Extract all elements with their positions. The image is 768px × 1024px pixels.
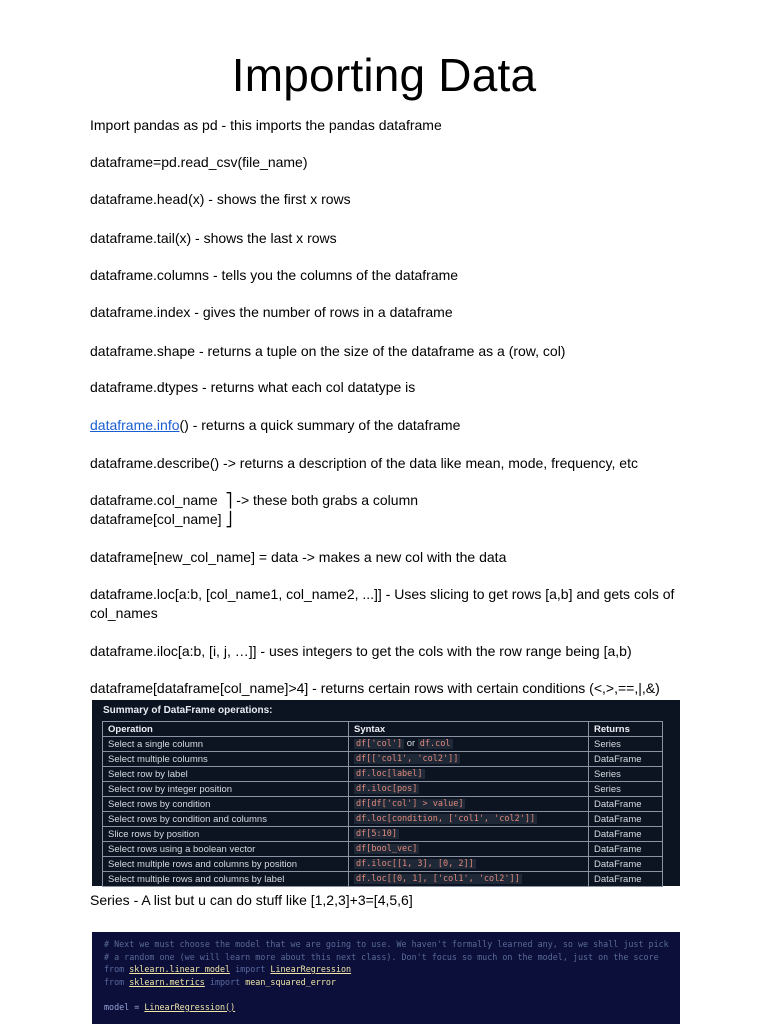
syntax-code: df.col (419, 739, 451, 749)
note-info (90, 416, 680, 435)
syntax-cell (349, 752, 589, 767)
operation-cell: Select multiple columns (103, 752, 349, 767)
returns-cell: Series (589, 737, 663, 752)
table-row (103, 812, 663, 827)
note-read-csv: dataframe=pd.read_csv(file_name) (90, 154, 308, 170)
syntax-code: df.iloc[[1, 3], [0, 2]] (356, 859, 474, 869)
summary-header-row (103, 722, 663, 737)
header-operation: Operation (103, 722, 349, 737)
note-head: dataframe.head(x) - shows the first x rows (90, 191, 351, 207)
summary-table (102, 721, 663, 887)
syntax-cell (349, 872, 589, 887)
code-module: sklearn.linear_model (129, 964, 231, 974)
syntax-cell (349, 857, 589, 872)
syntax-cell (349, 782, 589, 797)
operation-cell: Select a single column (103, 737, 349, 752)
returns-cell: DataFrame (589, 812, 663, 827)
code-function: mean_squared_error (245, 976, 336, 987)
note-info-text: () - returns a quick summary of the dataframe (179, 417, 461, 433)
syntax-cell (349, 842, 589, 857)
syntax-cell (349, 797, 589, 812)
code-module: sklearn.metrics (129, 976, 205, 987)
code-comment-line: # a random one (we will learn more about this next class). Don't focus so much on the model, just on the score (104, 951, 659, 962)
note-shape: dataframe.shape - returns a tuple on the size of the dataframe as a (row, col) (90, 343, 566, 359)
code-comment-line: # Next we must choose the model that we are going to use. We haven't formally learned any, so we shall just pick (104, 939, 669, 949)
note-dtypes: dataframe.dtypes - returns what each col datatype is (90, 379, 416, 395)
dataframe-operations-summary-image (92, 700, 680, 886)
page-title: Importing Data (231, 49, 537, 101)
note-loc: dataframe.loc[a:b, [col_name1, col_name2, ...]] - Uses slicing to get rows [a,b] and gets cols of col_names (90, 586, 679, 621)
code-class: LinearRegression (270, 964, 352, 974)
syntax-or: or (406, 738, 416, 749)
returns-cell: DataFrame (589, 797, 663, 812)
table-row (103, 782, 663, 797)
code-assign-line (104, 1001, 668, 1014)
syntax-code: df.loc[condition, ['col1', 'col2']] (356, 814, 536, 824)
operation-cell: Select multiple rows and columns by label (103, 872, 349, 887)
syntax-cell (349, 827, 589, 842)
syntax-code: df[5:10] (356, 829, 397, 839)
header-returns: Returns (589, 722, 663, 737)
syntax-cell (349, 737, 589, 752)
summary-title: Summary of DataFrame operations: (103, 705, 273, 716)
table-row (103, 857, 663, 872)
table-row (103, 842, 663, 857)
returns-cell: DataFrame (589, 752, 663, 767)
returns-cell: Series (589, 782, 663, 797)
operation-cell: Select rows by condition and columns (103, 812, 349, 827)
code-keyword: import (235, 964, 266, 974)
returns-cell: DataFrame (589, 857, 663, 872)
operation-cell: Select multiple rows and columns by position (103, 857, 349, 872)
syntax-code: df[df['col'] > value] (356, 799, 464, 809)
syntax-cell (349, 812, 589, 827)
returns-cell: Series (589, 767, 663, 782)
code-keyword: from (104, 976, 125, 987)
code-call: LinearRegression() (144, 1001, 236, 1012)
note-condition: dataframe[dataframe[col_name]>4] - returns certain rows with certain conditions (<,>,==,|,&) (90, 680, 660, 696)
code-snippet-image (92, 932, 680, 1024)
syntax-code: df.iloc[pos] (356, 784, 418, 794)
syntax-code: df.loc[label] (356, 769, 423, 779)
code-keyword: from (104, 964, 125, 974)
note-describe: dataframe.describe() -> returns a description of the data like mean, mode, frequency, etc (90, 455, 638, 471)
code-import-line (104, 963, 668, 976)
syntax-code: df['col'] (356, 739, 403, 749)
note-index: dataframe.index - gives the number of rows in a dataframe (90, 304, 453, 320)
table-row (103, 767, 663, 782)
note-iloc: dataframe.iloc[a:b, [i, j, …]] - uses integers to get the cols with the row range being [a,b) (90, 643, 632, 659)
table-row (103, 872, 663, 887)
returns-cell: DataFrame (589, 842, 663, 857)
syntax-code: df.loc[[0, 1], ['col1', 'col2']] (356, 874, 520, 884)
returns-cell: DataFrame (589, 872, 663, 887)
code-import-line (104, 976, 668, 989)
returns-cell: DataFrame (589, 827, 663, 842)
note-import-pandas: Import pandas as pd - this imports the pandas dataframe (90, 117, 442, 133)
table-row (103, 752, 663, 767)
operation-cell: Select rows by condition (103, 797, 349, 812)
dataframe-info-link[interactable]: dataframe.info (90, 417, 180, 433)
code-operator: = (134, 1001, 140, 1012)
note-columns: dataframe.columns - tells you the columns of the dataframe (90, 267, 459, 283)
note-tail: dataframe.tail(x) - shows the last x rows (90, 230, 337, 246)
operation-cell: Slice rows by position (103, 827, 349, 842)
note-col-name: dataframe.col_name ⎤ -> these both grabs a column (90, 492, 419, 508)
code-variable: model (104, 1001, 130, 1012)
syntax-code: df[bool_vec] (356, 844, 418, 854)
code-keyword: import (209, 976, 241, 987)
syntax-cell (349, 767, 589, 782)
operation-cell: Select row by integer position (103, 782, 349, 797)
note-series: Series - A list but u can do stuff like [1,2,3]+3=[4,5,6] (90, 892, 413, 908)
table-row (103, 737, 663, 752)
note-col-bracket: dataframe[col_name] ⎦ (90, 511, 233, 527)
operation-cell: Select rows using a boolean vector (103, 842, 349, 857)
syntax-code: df[['col1', 'col2']] (356, 754, 459, 764)
code-blank-line (104, 988, 668, 1001)
note-new-col: dataframe[new_col_name] = data -> makes a new col with the data (90, 549, 507, 565)
operation-cell: Select row by label (103, 767, 349, 782)
table-row (103, 797, 663, 812)
header-syntax: Syntax (349, 722, 589, 737)
table-row (103, 827, 663, 842)
